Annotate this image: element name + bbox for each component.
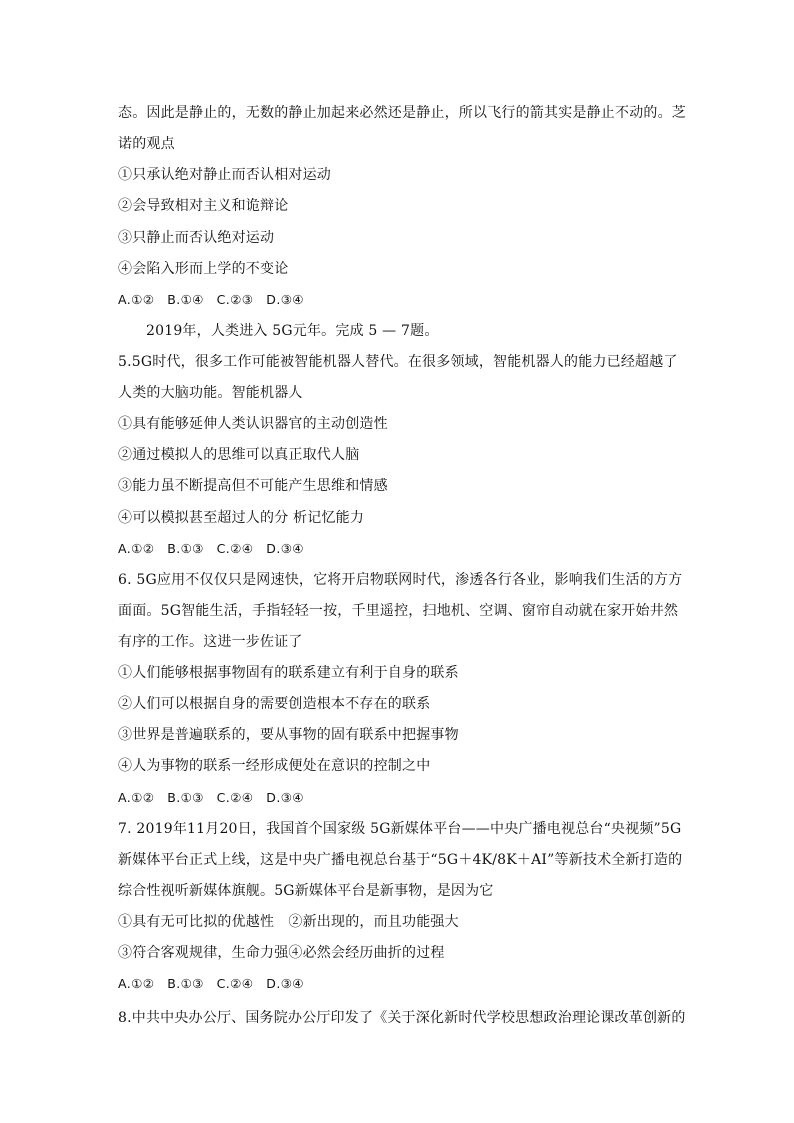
option-line: ①具有无可比拟的优越性 ②新出现的，而且功能强大 bbox=[118, 914, 459, 930]
option-line: ④可以模拟甚至超过人的分 析记忆能力 bbox=[118, 510, 365, 526]
question-7-stem: 7. 2019年11月20日，我国首个国家级 5G新媒体平台——中央广播电视总台“央视频”5G bbox=[118, 821, 682, 837]
answer-choices: A.①② B.①③ C.②④ D.③④ bbox=[118, 541, 304, 556]
question-6-stem: 有序的工作。这进一步佐证了 bbox=[118, 634, 303, 650]
option-line: ④人为事物的联系一经形成便处在意识的控制之中 bbox=[118, 758, 431, 774]
option-line: ④会陷入形而上学的不变论 bbox=[118, 261, 289, 277]
answer-choices: A.①② B.①④ C.②③ D.③④ bbox=[118, 292, 304, 307]
question-7-stem: 综合性视听新媒体旗舰。5G新媒体平台是新事物，是因为它 bbox=[118, 883, 494, 899]
question-6-stem: 6. 5G应用不仅仅只是网速快，它将开启物联网时代，渗透各行各业，影响我们生活的方方 bbox=[118, 572, 683, 588]
option-line: ②通过模拟人的思维可以真正取代人脑 bbox=[118, 447, 360, 463]
paragraph-line: 诺的观点 bbox=[118, 136, 175, 152]
option-line: ②会导致相对主义和诡辩论 bbox=[118, 198, 289, 214]
option-line: ②人们可以根据自身的需要创造根本不存在的联系 bbox=[118, 696, 431, 712]
option-line: ③只静止而否认绝对运动 bbox=[118, 230, 275, 246]
option-line: ①具有能够延伸人类认识器官的主动创造性 bbox=[118, 416, 388, 432]
option-line: ③能力虽不断提高但不可能产生思维和情感 bbox=[118, 478, 388, 494]
section-intro: 2019年，人类进入 5G元年。完成 5 — 7题。 bbox=[146, 323, 439, 339]
option-line: ①只承认绝对静止而否认相对运动 bbox=[118, 167, 331, 183]
question-5-stem: 人类的大脑功能。智能机器人 bbox=[118, 385, 303, 401]
answer-choices: A.①② B.①③ C.②④ D.③④ bbox=[118, 976, 304, 991]
question-5-stem: 5.5G时代，很多工作可能被智能机器人替代。在很多领域，智能机器人的能力已经超越了 bbox=[118, 354, 678, 370]
question-7-stem: 新媒体平台正式上线，这是中央广播电视总台基于“5G＋4K/8K＋AI”等新技术全新打造的 bbox=[118, 852, 683, 868]
answer-choices: A.①② B.①③ C.②④ D.③④ bbox=[118, 790, 304, 805]
option-line: ③世界是普遍联系的，要从事物的固有联系中把握事物 bbox=[118, 727, 459, 743]
option-line: ③符合客观规律，生命力强④必然会经历曲折的过程 bbox=[118, 945, 445, 961]
question-8-stem: 8.中共中央办公厅、国务院办公厅印发了《关于深化新时代学校思想政治理论课改革创新的 bbox=[118, 1010, 686, 1026]
paragraph-line: 态。因此是静止的，无数的静止加起来必然还是静止，所以飞行的箭其实是静止不动的。芝 bbox=[118, 105, 686, 121]
question-6-stem: 面面。5G智能生活，手指轻轻一按，千里遥控，扫地机、空调、窗帘自动就在家开始井然 bbox=[118, 603, 679, 619]
option-line: ①人们能够根据事物固有的联系建立有利于自身的联系 bbox=[118, 665, 459, 681]
